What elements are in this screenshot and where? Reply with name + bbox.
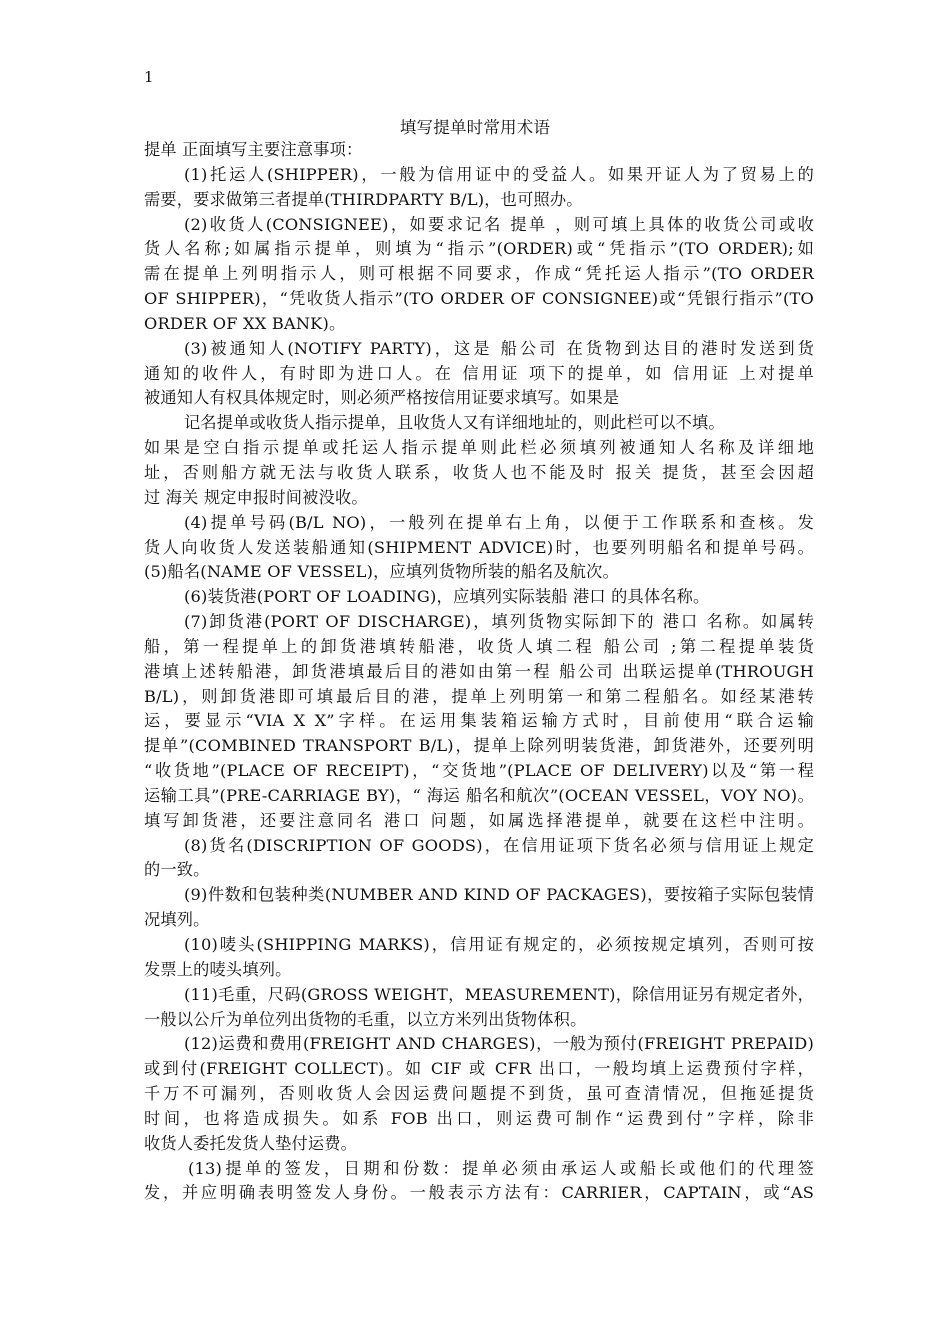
text-line: (7)卸货港(PORT OF DISCHARGE)，填列货物实际卸下的 港口 名称。如属转: [184, 612, 814, 632]
text-line: B/L)，则卸货港即可填最后目的港，提单上列明第一和第二程船名。如经某港转: [144, 686, 814, 706]
text-line: 收货人委托发货人垫付运费。: [144, 1133, 358, 1153]
text-line: 如果是空白指示提单或托运人指示提单则此栏必须填列被通知人名称及详细地: [144, 438, 814, 458]
text-line: (13)提单的签发，日期和份数：提单必须由承运人或船长或他们的代理签: [188, 1158, 814, 1178]
document-title: 填写提单时常用术语: [399, 118, 551, 137]
text-line: (12)运费和费用(FREIGHT AND CHARGES)，一般为预付(FREIGHT PREPAID): [184, 1034, 814, 1054]
text-line: 记名提单或收货人指示提单，且收货人又有详细地址的，则此栏可以不填。: [184, 413, 725, 433]
text-line: 发票上的唛头填列。: [144, 959, 292, 979]
text-line: (3)被通知人(NOTIFY PARTY)，这是 船公司 在货物到达目的港时发送到货: [184, 338, 814, 358]
text-line: (1)托运人(SHIPPER)，一般为信用证中的受益人。如果开证人为了贸易上的: [184, 164, 814, 184]
text-line: 提单 正面填写主要注意事项：: [144, 140, 363, 159]
text-line: 过 海关 规定申报时间被没收。: [144, 487, 368, 507]
text-line: 填写卸货港，还要注意同名 港口 问题，如属选择港提单，就要在这栏中注明。: [144, 810, 814, 830]
text-line: 千万不可漏列，否则收货人会因运费问题提不到货，虽可查清情况，但拖延提货: [144, 1084, 814, 1104]
document-body: [144, 138, 814, 1206]
text-line: 货人名称;如属指示提单，则填为“指示”(ORDER)或“凭指示”(TO ORDER);如: [144, 239, 814, 259]
text-line: 的一致。: [144, 860, 210, 880]
text-line: (4)提单号码(B/L NO)，一般列在提单右上角，以便于工作联系和查核。发: [184, 512, 814, 532]
text-line: (10)唛头(SHIPPING MARKS)，信用证有规定的，必须按规定填列，否则可按: [184, 935, 814, 954]
text-line: (5)船名(NAME OF VESSEL)，应填列货物所装的船名及航次。: [144, 562, 619, 582]
text-line: OF SHIPPER)，“凭收货人指示”(TO ORDER OF CONSIGNEE)或“凭银行指示”(TO: [144, 289, 814, 309]
text-line: 被通知人有权具体规定时，则必须严格按信用证要求填写。如果是: [144, 388, 620, 408]
text-line: 船，第一程提单上的卸货港填转船港，收货人填二程 船公司 ;第二程提单装货: [144, 636, 814, 656]
text-line: 发，并应明确表明签发人身份。一般表示方法有：CARRIER，CAPTAIN，或“AS: [144, 1183, 814, 1203]
text-line: “收货地”(PLACE OF RECEIPT)，“交货地”(PLACE OF DELIVERY)以及“第一程: [144, 761, 814, 781]
text-line: 需在提单上列明指示人，则可根据不同要求，作成“凭托运人指示”(TO ORDER: [144, 264, 814, 284]
text-line: 运，要显示“VIA X X”字样。在运用集装箱运输方式时，目前使用“联合运输: [144, 711, 814, 731]
text-line: 址，否则船方就无法与收货人联系，收货人也不能及时 报关 提货，甚至会因超: [144, 462, 814, 482]
text-line: 时间，也将造成损失。如系 FOB 出口，则运费可制作“运费到付”字样，除非: [144, 1108, 814, 1128]
text-line: (11)毛重，尺码(GROSS WEIGHT，MEASUREMENT)，除信用证另有规定者外，: [184, 984, 814, 1004]
text-line: (6)装货港(PORT OF LOADING)，应填列实际装船 港口 的具体名称。: [184, 587, 710, 607]
text-line: 需要，要求做第三者提单(THIRDPARTY B/L)，也可照办。: [144, 189, 583, 209]
text-line: 通知的收件人，有时即为进口人。在 信用证 项下的提单，如 信用证 上对提单: [144, 363, 814, 383]
text-line: ORDER OF XX BANK)。: [144, 313, 346, 333]
text-line: 货人向收货人发送装船通知(SHIPMENT ADVICE)时，也要列明船名和提单号码。: [144, 537, 814, 557]
text-line: 况填列。: [144, 910, 210, 930]
text-line: (8)货名(DISCRIPTION OF GOODS)，在信用证项下货名必须与信用证上规定: [184, 835, 814, 855]
text-line: 提单”(COMBINED TRANSPORT B/L)，提单上除列明装货港，卸货港外，还要列明: [144, 736, 814, 756]
text-line: 或到付(FREIGHT COLLECT)。如 CIF 或 CFR 出口，一般均填上运费预付字样，: [144, 1059, 814, 1079]
text-line: (9)件数和包装种类(NUMBER AND KIND OF PACKAGES)，要按箱子实际包装情: [184, 885, 814, 905]
page-number: 1: [144, 68, 154, 86]
text-line: 港填上述转船港，卸货港填最后目的港如由第一程 船公司 出联运提单(THROUGH: [144, 661, 814, 681]
text-line: (2)收货人(CONSIGNEE)，如要求记名 提单 ，则可填上具体的收货公司或收: [184, 214, 814, 234]
text-line: 运输工具”(PRE-CARRIAGE BY)，“ 海运 船名和航次”(OCEAN VESSEL，VOY NO)。: [144, 785, 814, 805]
text-line: 一般以公斤为单位列出货物的毛重，以立方米列出货物体积。: [144, 1009, 587, 1029]
